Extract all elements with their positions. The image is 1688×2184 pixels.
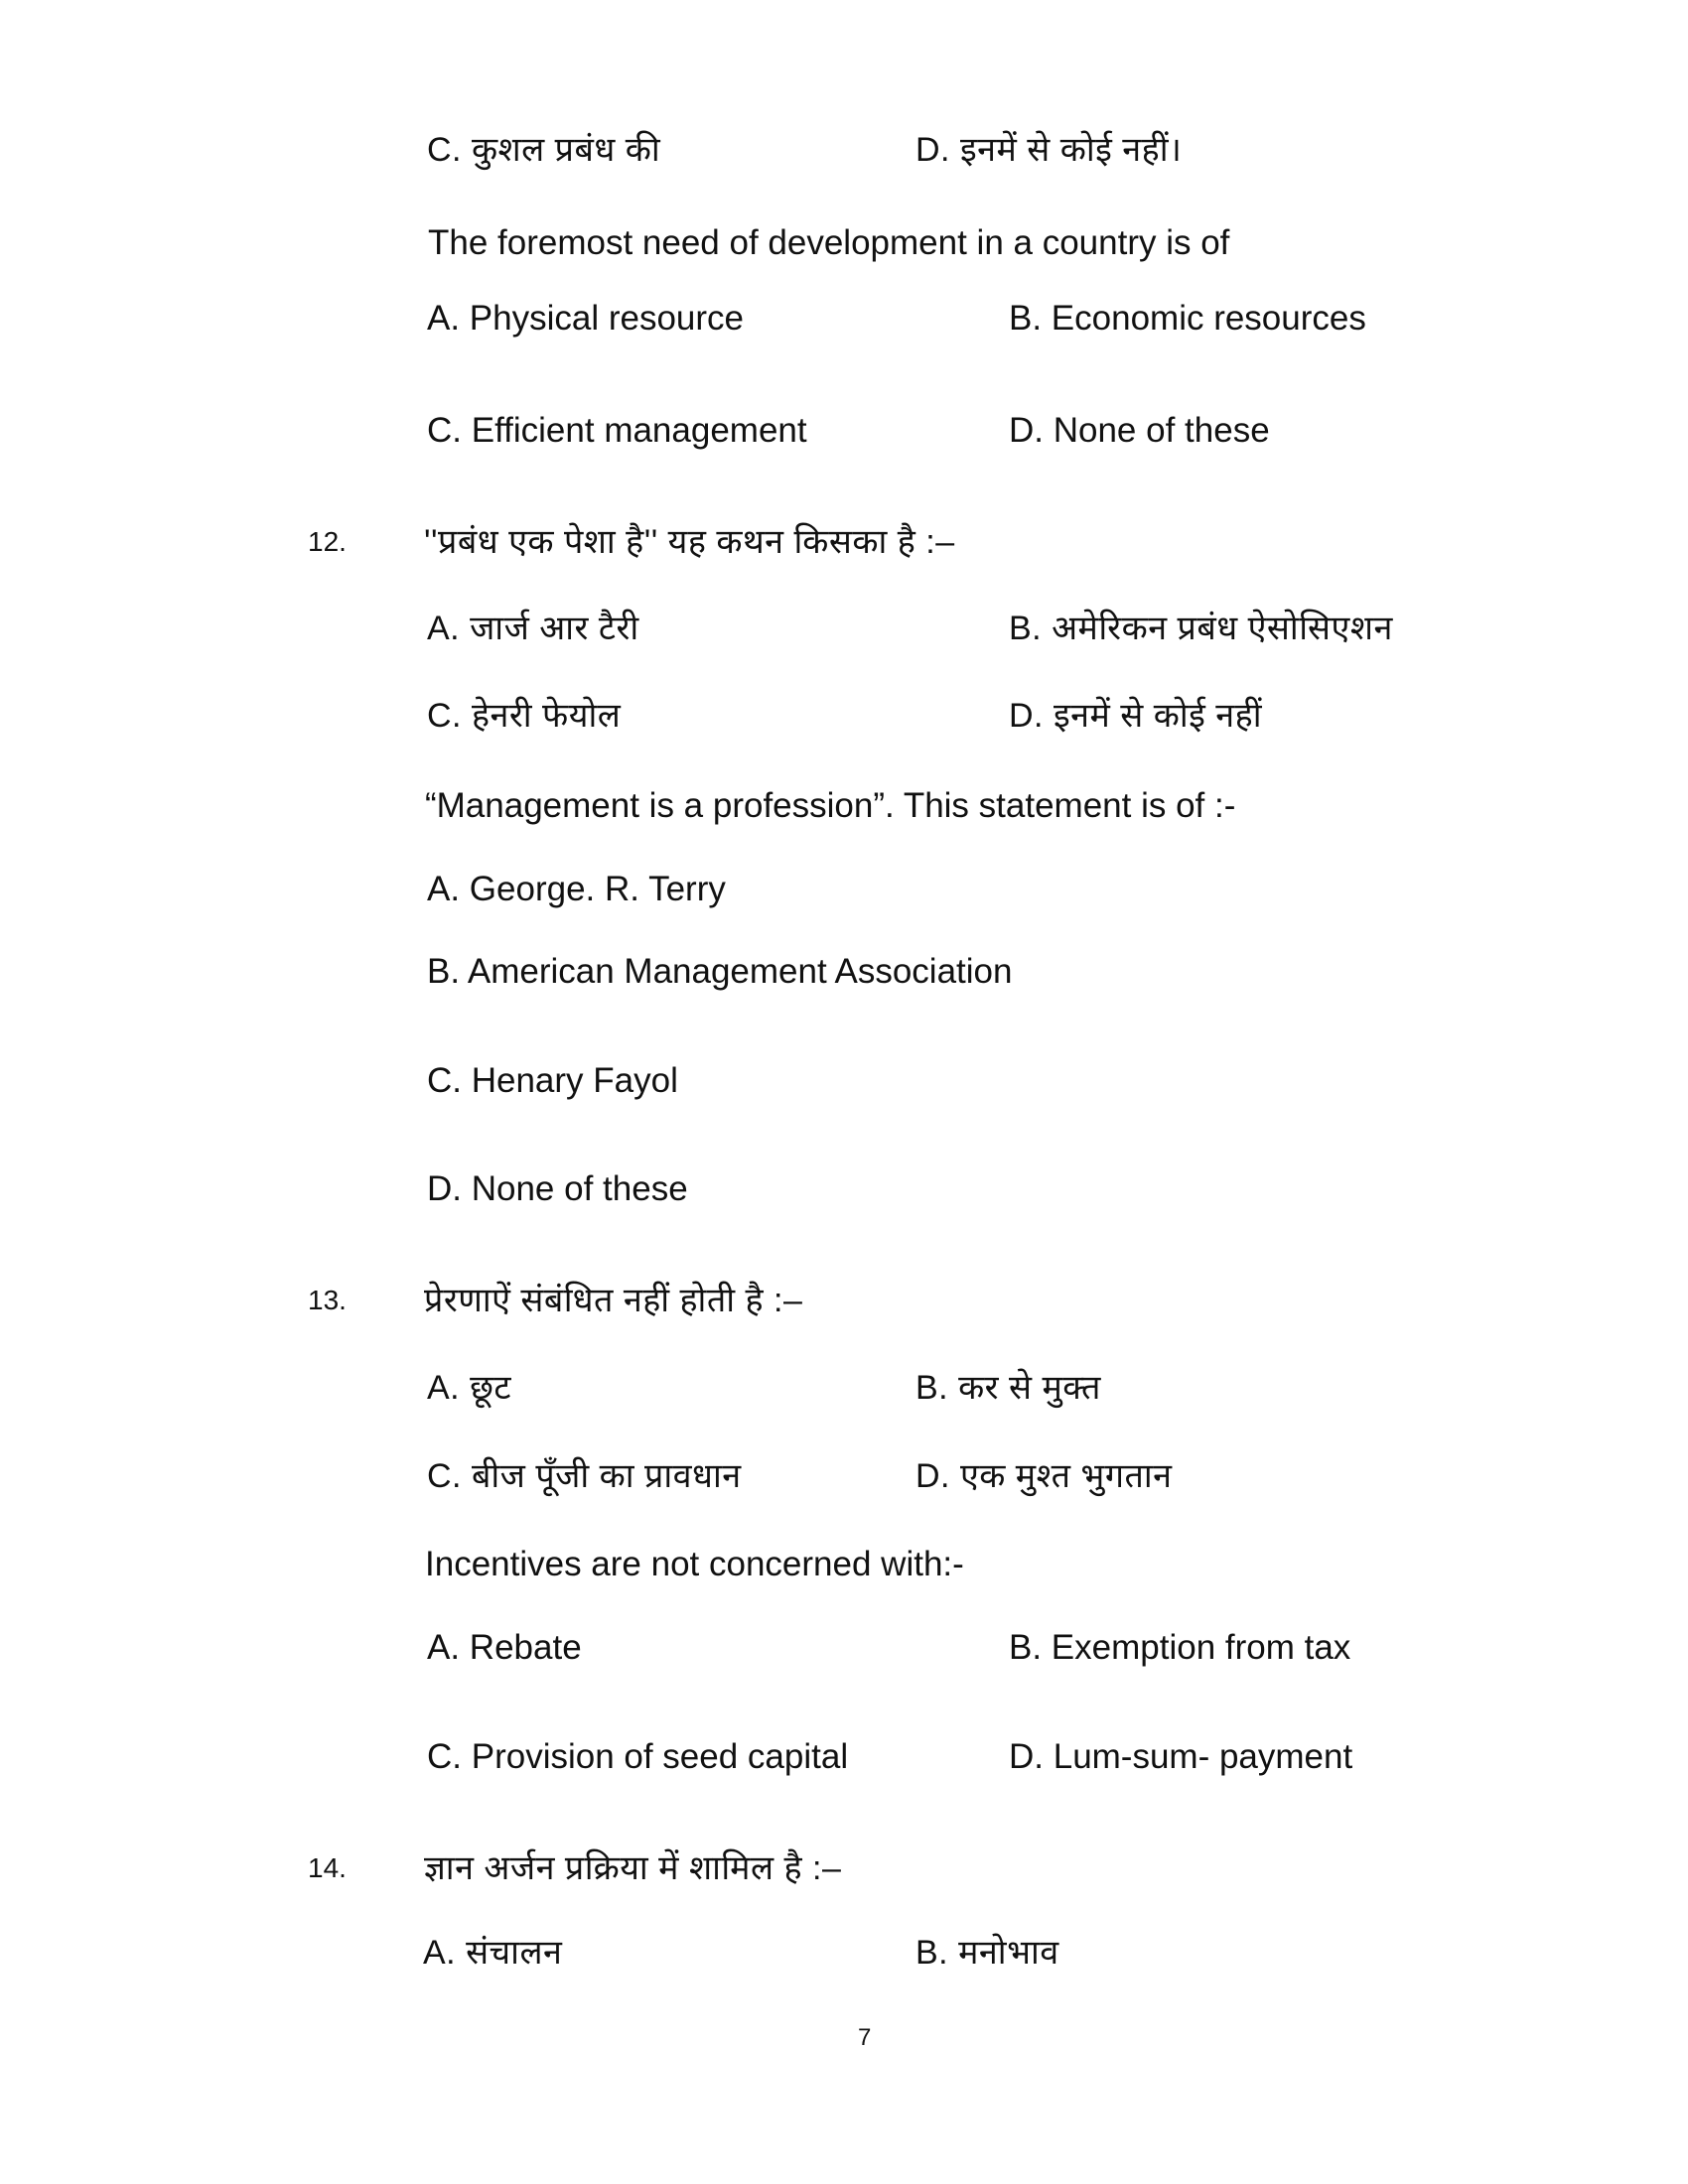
q13-hindi-option-b: B. कर से मुक्त [915,1369,1101,1407]
q12-english-question: “Management is a profession”. This statement is of :- [425,786,1236,825]
q12-hindi-option-a: A. जार्ज आर टैरी [427,610,639,647]
page-number: 7 [858,2024,872,2051]
q14-hindi-question: ज्ञान अर्जन प्रक्रिया में शामिल है :– [424,1849,842,1887]
q13-english-option-b: B. Exemption from tax [1009,1628,1351,1667]
q12-number: 12. [308,526,347,557]
q11-english-option-b: B. Economic resources [1009,299,1366,338]
q13-hindi-option-a: A. छूट [427,1369,512,1407]
q13-hindi-question: प्रेरणाऐं संबंधित नहीं होती है :– [424,1282,803,1319]
q13-hindi-option-d: D. एक मुश्त भुगतान [915,1457,1173,1495]
q11-english-option-c: C. Efficient management [427,411,807,450]
q12-hindi-option-d: D. इनमें से कोई नहीं [1009,697,1263,735]
q11-english-option-d: D. None of these [1009,411,1270,450]
q11-english-option-a: A. Physical resource [427,299,745,338]
q12-english-option-c: C. Henary Fayol [427,1061,678,1100]
q12-hindi-question: ''प्रबंध एक पेशा है'' यह कथन किसका है :– [424,523,955,561]
q13-english-question: Incentives are not concerned with:- [425,1545,964,1583]
q13-english-option-c: C. Provision of seed capital [427,1737,849,1776]
q11-english-question: The foremost need of development in a country is of [428,223,1230,262]
q13-english-option-d: D. Lum-sum- payment [1009,1737,1353,1776]
q12-hindi-option-c: C. हेनरी फेयोल [427,697,622,735]
q13-english-option-a: A. Rebate [427,1628,582,1667]
q12-hindi-option-b: B. अमेरिकन प्रबंध ऐसोसिएशन [1009,610,1393,647]
q12-english-option-a: A. George. R. Terry [427,870,726,908]
q14-hindi-option-a: A. संचालन [423,1934,563,1972]
q14-hindi-option-b: B. मनोभाव [915,1934,1059,1972]
q11-hindi-option-d: D. इनमें से कोई नहीं। [915,131,1183,169]
q14-number: 14. [308,1852,347,1883]
q13-number: 13. [308,1285,347,1315]
q12-english-option-d: D. None of these [427,1169,688,1208]
q13-hindi-option-c: C. बीज पूँजी का प्रावधान [427,1457,742,1495]
q11-hindi-option-c: C. कुशल प्रबंध की [427,131,661,169]
q12-english-option-b: B. American Management Association [427,952,1013,991]
